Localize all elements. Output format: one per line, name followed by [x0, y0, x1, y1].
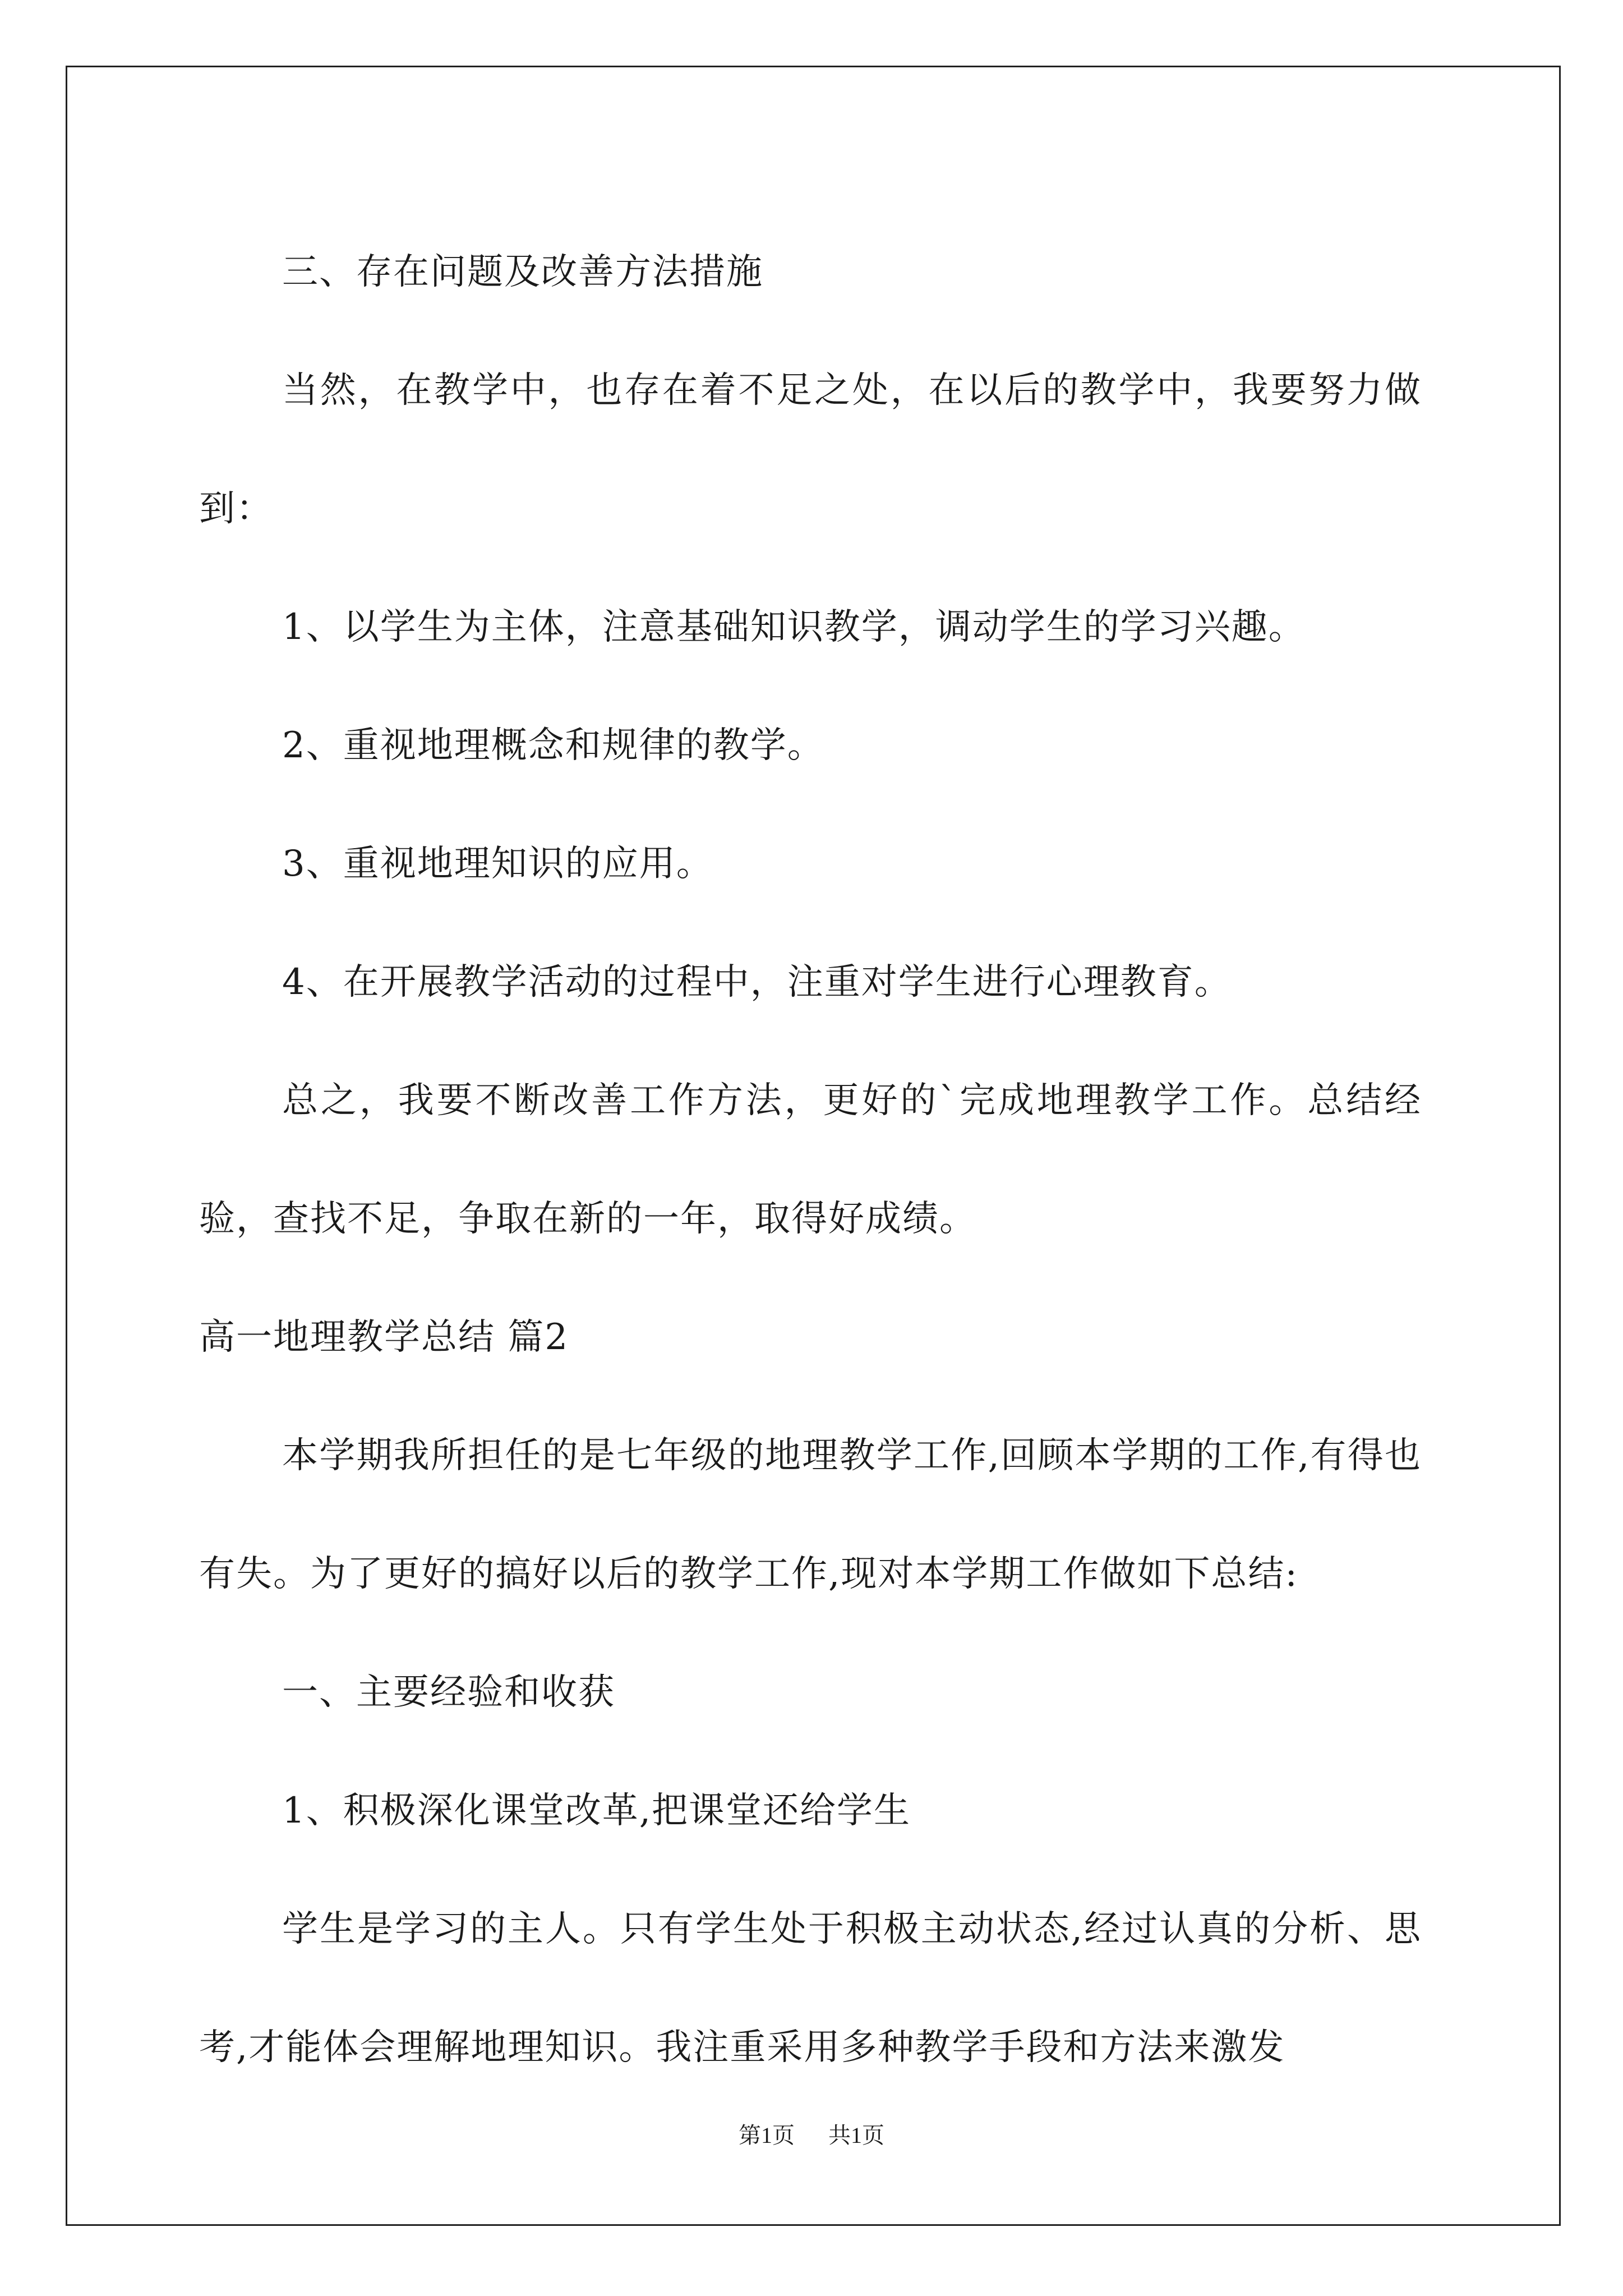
document-body — [199, 213, 1422, 2107]
paragraph: 总之，我要不断改善工作方法，更好的`完成地理教学工作。总结经验，查找不足，争取在新的一年，取得好成绩。 — [199, 1080, 1422, 1240]
paragraph: 学生是学习的主人。只有学生处于积极主动状态,经过认真的分析、思考,才能体会理解地理知识。我注重采用多种教学手段和方法来激发 — [199, 1908, 1422, 2068]
article-title: 高一地理教学总结 篇2 — [199, 1317, 569, 1358]
page-total: 共1页 — [828, 2123, 884, 2148]
list-item: 4、在开展教学活动的过程中，注重对学生进行心理教育。 — [282, 961, 1232, 1003]
paragraph: 本学期我所担任的是七年级的地理教学工作,回顾本学期的工作,有得也有失。为了更好的搞好以后的教学工作,现对本学期工作做如下总结: — [199, 1435, 1422, 1595]
page-number: 第1页 — [739, 2123, 795, 2148]
section-heading-problems: 三、存在问题及改善方法措施 — [282, 251, 763, 293]
subheading: 1、积极深化课堂改革,把课堂还给学生 — [282, 1790, 911, 1832]
list-item: 2、重视地理概念和规律的教学。 — [282, 725, 824, 766]
section-heading-experience: 一、主要经验和收获 — [282, 1672, 615, 1713]
list-item: 1、以学生为主体，注意基础知识教学，调动学生的学习兴趣。 — [282, 606, 1306, 648]
list-item: 3、重视地理知识的应用。 — [282, 843, 713, 885]
paragraph: 当然，在教学中，也存在着不足之处，在以后的教学中，我要努力做到： — [199, 370, 1422, 530]
page-footer — [0, 2118, 1623, 2150]
